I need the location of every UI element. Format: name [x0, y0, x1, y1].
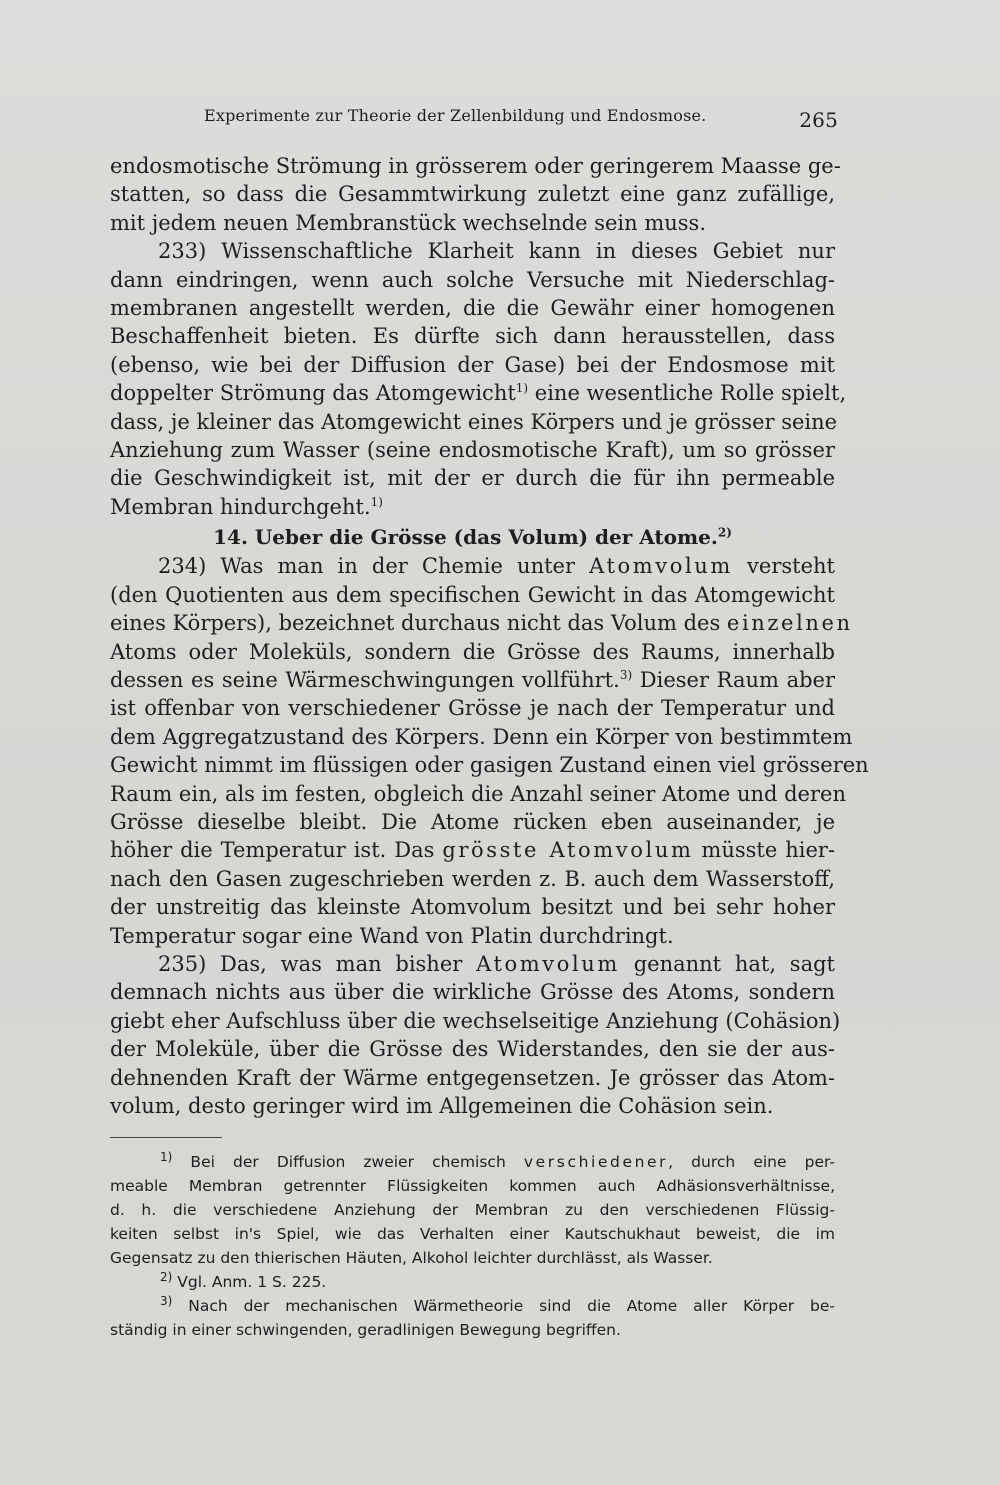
footnote-line: Gegensatz zu den thierischen Häuten, Alkohol leichter durchlässt, als Wasser.: [110, 1249, 713, 1267]
text-line: dem Aggregatzustand des Körpers. Denn ein Körper von bestimmtem: [110, 724, 853, 749]
spaced-text: Atomvolum: [589, 554, 733, 579]
text-line: volum, desto geringer wird im Allgemeinen die Cohäsion sein.: [110, 1093, 774, 1118]
text-line: Temperatur sogar eine Wand von Platin durchdringt.: [110, 923, 674, 948]
footnote-line: d. h. die verschiedene Anziehung der Membran zu den verschiedenen Flüssig-: [110, 1201, 835, 1219]
text-segment: Vgl. Anm. 1 S. 225.: [172, 1273, 327, 1291]
text-line: Raum ein, als im festen, obgleich die Anzahl seiner Atome und deren: [110, 781, 846, 806]
text-line: dehnenden Kraft der Wärme entgegensetzen. Je grösser das Atom-: [110, 1065, 835, 1090]
text-line: [110, 379, 847, 407]
text-segment: genannt hat, sagt: [619, 951, 835, 976]
text-line: membranen angestellt werden, die die Gewähr einer homogenen: [110, 295, 835, 320]
text-segment: versteht: [732, 554, 835, 579]
text-line: [110, 609, 853, 637]
text-line: die Geschwindigkeit ist, mit der er durch die für ihn permeable: [110, 466, 835, 491]
text-line: der unstreitig das kleinste Atomvolum besitzt und bei sehr hoher: [110, 895, 835, 920]
heading-text: 14. Ueber die Grösse (das Volum) der Atome.: [213, 525, 718, 550]
text-segment: Bei der Diffusion zweier chemisch: [172, 1153, 524, 1171]
text-line: nach den Gasen zugeschrieben werden z. B. auch dem Wasserstoff,: [110, 866, 835, 891]
spaced-text: Atomvolum: [476, 951, 620, 976]
footnote-line: meable Membran getrennter Flüssigkeiten kommen auch Adhäsionsverhältnisse,: [110, 1177, 835, 1195]
text-line: Atoms oder Moleküls, sondern die Grösse des Raums, innerhalb: [110, 639, 835, 664]
footnote-line: [110, 1294, 835, 1318]
footnote-mark: 1): [160, 1149, 173, 1164]
footnote-ref: 2): [717, 525, 732, 540]
section-heading: [110, 523, 835, 551]
spaced-text: verschiedener: [523, 1153, 669, 1171]
text-line: (ebenso, wie bei der Diffusion der Gase) bei der Endosmose mit: [110, 352, 835, 377]
text-line: giebt eher Aufschluss über die wechselseitige Anziehung (Cohäsion): [110, 1008, 841, 1033]
page-number: 265: [799, 108, 838, 132]
text-segment: höher die Temperatur ist. Das: [110, 838, 435, 863]
text-line: (den Quotienten aus dem specifischen Gewicht in das Atomgewicht: [110, 582, 835, 607]
text-segment: Membran hindurchgeht.: [110, 494, 371, 519]
text-line: Beschaffenheit bieten. Es dürfte sich dann herausstellen, dass: [110, 324, 835, 349]
text-segment: dessen es seine Wärmeschwingungen vollführt.: [110, 668, 620, 693]
footnote-line: keiten selbst in's Spiel, wie das Verhalten einer Kautschukhaut beweist, die im: [110, 1225, 835, 1243]
text-line: statten, so dass die Gesammtwirkung zuletzt eine ganz zufällige,: [110, 182, 835, 207]
spaced-text: einzelnen: [726, 611, 853, 636]
text-segment: Nach der mechanischen Wärmetheorie sind die Atome aller Körper be-: [172, 1297, 835, 1315]
text-line: demnach nichts aus über die wirkliche Grösse des Atoms, sondern: [110, 980, 835, 1005]
text-line: [110, 836, 835, 864]
footnote-line: ständig in einer schwingenden, geradlinigen Bewegung begriffen.: [110, 1321, 621, 1339]
text-line: dann eindringen, wenn auch solche Versuche mit Niederschlag-: [110, 267, 835, 292]
text-segment: 234) Was man in der Chemie unter: [158, 554, 575, 579]
main-text: [110, 152, 869, 1120]
footnote-mark: 3): [160, 1293, 173, 1308]
text-line: [110, 493, 835, 521]
text-line: der Moleküle, über die Grösse des Widerstandes, den sie der aus-: [110, 1037, 835, 1062]
footnote-ref: 1): [370, 494, 383, 509]
footnote-mark: 2): [160, 1269, 173, 1284]
text-segment: eine wesentliche Rolle spielt,: [528, 381, 847, 406]
text-segment: 235) Das, was man bisher: [158, 951, 463, 976]
text-line: 233) Wissenschaftliche Klarheit kann in dieses Gebiet nur: [158, 239, 835, 264]
text-line: [110, 552, 835, 580]
footnote-ref: 1): [515, 381, 529, 396]
text-line: mit jedem neuen Membranstück wechselnde sein muss.: [110, 210, 706, 235]
text-line: Gewicht nimmt im flüssigen oder gasigen Zustand einen viel grösseren: [110, 753, 869, 778]
text-line: endosmotische Strömung in grösserem oder geringerem Maasse ge-: [110, 154, 841, 178]
text-segment: Dieser Raum aber: [632, 668, 835, 693]
footnote-divider: [110, 1137, 222, 1138]
text-line: [110, 666, 835, 694]
text-segment: müsste hier-: [693, 838, 836, 863]
footnote-ref: 3): [619, 668, 633, 683]
text-segment: doppelter Strömung das Atomgewicht: [110, 381, 516, 406]
running-title: Experimente zur Theorie der Zellenbildung und Endosmose.: [204, 106, 707, 125]
spaced-text: grösste Atomvolum: [442, 838, 694, 863]
text-segment: eines Körpers), bezeichnet durchaus nicht das Volum des: [110, 611, 721, 636]
text-segment: , durch eine per-: [668, 1153, 835, 1171]
text-line: [110, 950, 835, 978]
text-line: Grösse dieselbe bleibt. Die Atome rücken eben auseinander, je: [110, 809, 835, 834]
text-line: dass, je kleiner das Atomgewicht eines Körpers und je grösser seine: [110, 409, 838, 434]
footnote-line: [110, 1270, 835, 1294]
text-line: Anziehung zum Wasser (seine endosmotische Kraft), um so grösser: [110, 437, 835, 462]
text-line: ist offenbar von verschiedener Grösse je nach der Temperatur und: [110, 696, 835, 721]
footnotes: [110, 1150, 835, 1342]
footnote-line: [110, 1150, 835, 1174]
